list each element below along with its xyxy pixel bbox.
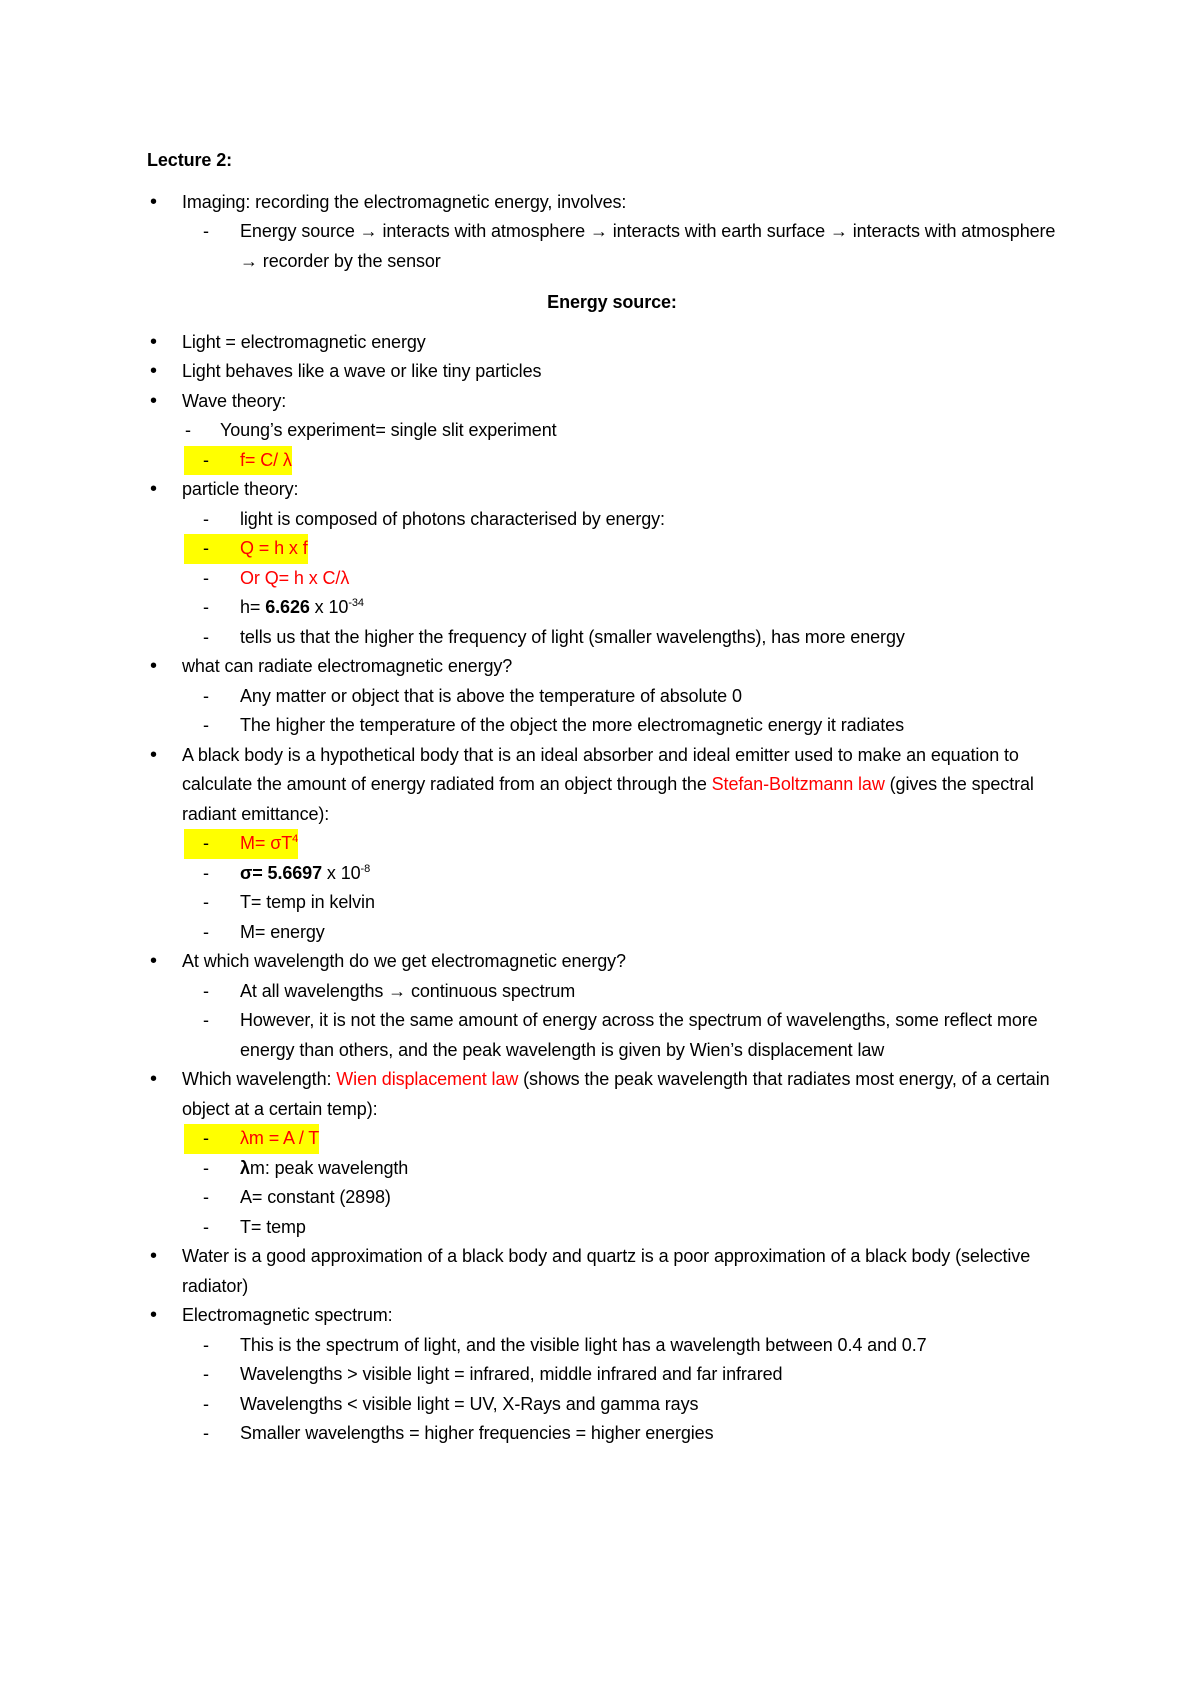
sub-higher-temp [147,711,1067,741]
dash: - [203,833,209,853]
bullet-text: Imaging: recording the electromagnetic energy, involves: [182,191,627,212]
highlight [184,829,298,859]
dash: - [203,567,209,588]
sub-temp-kelvin [147,888,1067,918]
sub-photons [147,505,1067,535]
bullet-radiate [147,652,1067,682]
planck-label: h= [240,597,266,617]
sub-sigma [147,859,1067,889]
dash: - [203,597,209,617]
bullet-text: Water is a good approximation of a black body and quartz is a poor approximation of a black body (selective radiator) [182,1246,1031,1296]
planck-value: 6.626 [265,597,310,617]
formula-text: M= σT [240,833,293,853]
highlight [184,1124,319,1154]
sigma-label: σ= [240,862,268,883]
stefan-boltzmann-law: Stefan-Boltzmann law [711,774,885,794]
sub-temp [147,1213,1067,1243]
sub-text: Wavelengths > visible light = infrared, middle infrared and far infrared [240,1364,783,1384]
sub-text: light is composed of photons characterised by energy: [240,508,665,529]
bullet-text: Which wavelength: [182,1069,337,1089]
sub-text: T= temp in kelvin [240,892,375,912]
bullet-black-body [147,741,1067,830]
sub-formula-q [147,534,1067,564]
bullet-which-wavelength [147,947,1067,977]
sub-absolute-zero [147,682,1067,712]
sigma-exponent: -8 [360,862,371,875]
bullet-text: Electromagnetic spectrum: [182,1305,393,1325]
bullet-text: Light behaves like a wave or like tiny particles [182,361,542,381]
bullet-text: what can radiate electromagnetic energy? [182,656,513,676]
sub-wave-formula [147,446,1067,476]
sub-young [147,416,1067,446]
sub-text: However, it is not the same amount of energy across the spectrum of wavelengths, some reflect more energy than others, and the peak wavelength is given by Wien’s displacement law [240,1010,1038,1060]
bullet-wien [147,1065,1067,1124]
bullet-particle-theory [147,475,1067,505]
sub-text: Young’s experiment= single slit experiment [220,420,557,440]
dash: - [203,715,209,735]
formula-text: = h x C/λ [278,567,350,588]
dash: - [203,1010,209,1030]
dash: - [185,420,191,440]
sub-formula-q2 [147,564,1067,594]
bullet-text: Light = electromagnetic energy [182,331,426,352]
dash: - [203,1334,209,1355]
sub-all-wavelengths [147,977,1067,1007]
dash: - [203,1128,209,1148]
bullet-text: At which wavelength do we get electromagnetic energy? [182,951,626,971]
sub-lambda-m [147,1154,1067,1184]
dash: - [203,508,209,529]
sub-higher-energies [147,1419,1067,1449]
bullet-text: Wave theory: [182,390,287,411]
sub-m-energy [147,918,1067,948]
sub-text: This is the spectrum of light, and the visible light has a wavelength between 0.4 and 0.7 [240,1334,927,1355]
bullet-text: A black body is a hypothetical body that is an ideal absorber and ideal emitter used to make an equation to calculate the amount of energy radiated from an object through the [182,744,1019,794]
dash: - [203,1393,209,1414]
dash: - [203,1157,209,1178]
sub-wien-formula [147,1124,1067,1154]
dash: - [203,626,209,647]
sub-imaging-chain [147,217,1067,276]
planck-mult: x 10 [309,597,349,617]
dash: - [203,1423,209,1443]
dash: - [203,1187,209,1207]
dash: - [203,449,209,470]
sigma-mult: x 10 [322,862,361,883]
sub-text: Energy source → interacts with atmosphere → interacts with earth surface → interacts with atmosphere → recorder by the sensor [240,221,1056,271]
sigma-value: 5.6697 [267,862,322,883]
sub-uv [147,1390,1067,1420]
sub-text: m: peak wavelength [249,1157,409,1178]
dash: - [203,862,209,883]
sub-text: A= constant (2898) [240,1187,391,1207]
bullet-text: (shows the peak wavelength that radiates most energy, of a certain object at a certain temp): [182,1069,1050,1119]
dash: - [203,685,209,706]
sub-formula-m [147,829,1067,859]
sub-text: The higher the temperature of the object the more electromagnetic energy it radiates [240,715,904,735]
dash: - [203,892,209,912]
dash: - [203,1216,209,1237]
sub-text: Any matter or object that is above the temperature of absolute 0 [240,685,742,706]
dash: - [203,980,209,1001]
bullet-light-1 [147,328,1067,358]
formula-exponent: 4 [292,833,299,845]
lambda-symbol: λ [240,1157,250,1178]
sub-constant [147,1183,1067,1213]
sub-text: T= temp [240,1216,306,1237]
dash: - [203,1364,209,1384]
highlight [184,534,308,564]
dash: - [203,538,209,558]
planck-exponent: -34 [348,597,364,609]
dash: - [203,221,209,241]
bullet-text: particle theory: [182,479,299,499]
formula-text: f= C/ λ [240,449,292,470]
bullet-spectrum [147,1301,1067,1331]
bullet-water [147,1242,1067,1301]
bullet-light-2 [147,357,1067,387]
formula-text: Or Q [240,567,279,588]
bullet-text: (gives the spectral radiant emittance): [182,774,1034,824]
bullet-imaging [147,188,1067,218]
section-heading: Energy source: [547,292,677,312]
highlight [184,446,292,476]
sub-peak-wavelength [147,1006,1067,1065]
sub-text: tells us that the higher the frequency of light (smaller wavelengths), has more energy [240,626,905,647]
formula-text: Q = h x f [240,538,308,558]
sub-text: Wavelengths < visible light = UV, X-Rays and gamma rays [240,1393,699,1414]
sub-frequency-energy [147,623,1067,653]
sub-text: At all wavelengths → continuous spectrum [240,980,576,1001]
sub-visible-light [147,1331,1067,1361]
sub-infrared [147,1360,1067,1390]
formula-text: λm = A / T [240,1128,320,1148]
document-body [147,146,1067,1449]
sub-planck [147,593,1067,623]
sub-text: Smaller wavelengths = higher frequencies = higher energies [240,1423,714,1443]
sub-text: M= energy [240,921,325,942]
lecture-title: Lecture 2: [147,150,233,170]
bullet-wave-theory [147,387,1067,417]
dash: - [203,921,209,942]
wien-law: Wien displacement law [336,1069,519,1089]
